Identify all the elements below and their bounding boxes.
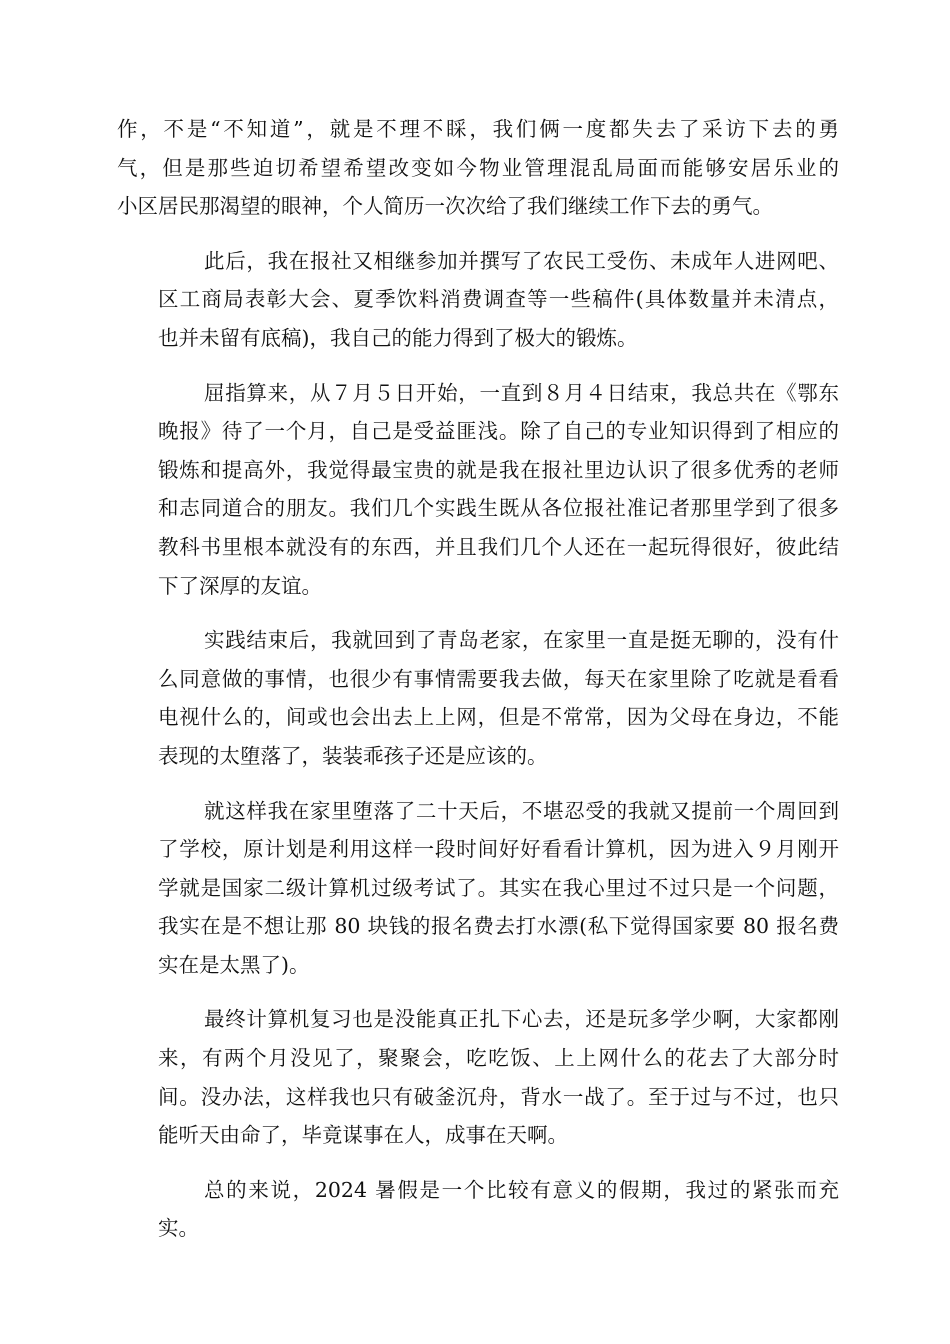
text-line: 么同意做的事情，也很少有事情需要我去做，每天在家里除了吃就是看看 [158, 666, 839, 691]
text-line: 作，不是“不知道”，就是不理不睬，我们俩一度都失去了采访下去的勇 [117, 117, 839, 141]
text-line: 也并未留有底稿)，我自己的能力得到了极大的锻炼。 [158, 325, 638, 350]
text-line: 区工商局表彰大会、夏季饮料消费调查等一些稿件(具体数量并未清点， [158, 287, 839, 312]
text-line: 了学校，原计划是利用这样一段时间好好看看计算机，因为进入９月刚开 [158, 837, 839, 862]
text-line: 锻炼和提高外，我觉得最宝贵的就是我在报社里边认识了很多优秀的老师 [158, 457, 839, 482]
text-line: 屈指算来，从７月５日开始，一直到８月４日结束，我总共在《鄂东 [204, 380, 839, 405]
paragraph-3 [117, 374, 839, 606]
text-line: 实践结束后，我就回到了青岛老家，在家里一直是挺无聊的，没有什 [204, 628, 839, 653]
text-line: 教科书里根本就没有的东西，并且我们几个人还在一起玩得很好，彼此结 [158, 534, 839, 559]
text-line: 来，有两个月没见了，聚聚会，吃吃饭、上上网什么的花去了大部分时 [158, 1046, 839, 1071]
text-line: 总的来说，2024 暑假是一个比较有意义的假期，我过的紧张而充 [204, 1177, 839, 1202]
paragraph-6 [117, 1000, 839, 1154]
text-line: 能听天由命了，毕竟谋事在人，成事在天啊。 [158, 1123, 568, 1148]
text-line: 最终计算机复习也是没能真正扎下心去，还是玩多学少啊，大家都刚 [204, 1007, 839, 1032]
text-line: 和志同道合的朋友。我们几个实践生既从各位报社准记者那里学到了很多 [158, 496, 839, 521]
paragraph-1 [117, 110, 839, 226]
paragraph-2 [117, 242, 839, 358]
text-line: 下了深厚的友谊。 [158, 573, 322, 598]
text-line: 此后，我在报社又相继参加并撰写了农民工受伤、未成年人进网吧、 [204, 248, 839, 273]
text-line: 就这样我在家里堕落了二十天后，不堪忍受的我就又提前一个周回到 [204, 798, 839, 823]
paragraph-5 [117, 792, 839, 985]
text-line: 间。没办法，这样我也只有破釜沉舟，背水一战了。至于过与不过，也只 [158, 1084, 839, 1109]
paragraph-7 [117, 1171, 839, 1248]
text-line: 电视什么的，间或也会出去上上网，但是不常常，因为父母在身边，不能 [158, 705, 839, 730]
paragraph-4 [117, 621, 839, 775]
text-line: 气，但是那些迫切希望希望改变如今物业管理混乱局面而能够安居乐业的 [117, 155, 839, 180]
text-line: 晚报》待了一个月，自己是受益匪浅。除了自己的专业知识得到了相应的 [158, 419, 839, 444]
text-line: 学就是国家二级计算机过级考试了。其实在我心里过不过只是一个问题， [158, 875, 839, 900]
text-line: 实在是太黑了)。 [158, 952, 310, 977]
text-line: 我实在是不想让那 80 块钱的报名费去打水漂(私下觉得国家要 80 报名费 [158, 914, 839, 939]
text-line: 表现的太堕落了，装装乖孩子还是应该的。 [158, 743, 548, 768]
text-line: 小区居民那渴望的眼神，个人简历一次次给了我们继续工作下去的勇气。 [117, 194, 773, 219]
text-line: 实。 [158, 1216, 199, 1241]
document-body [117, 110, 839, 1264]
